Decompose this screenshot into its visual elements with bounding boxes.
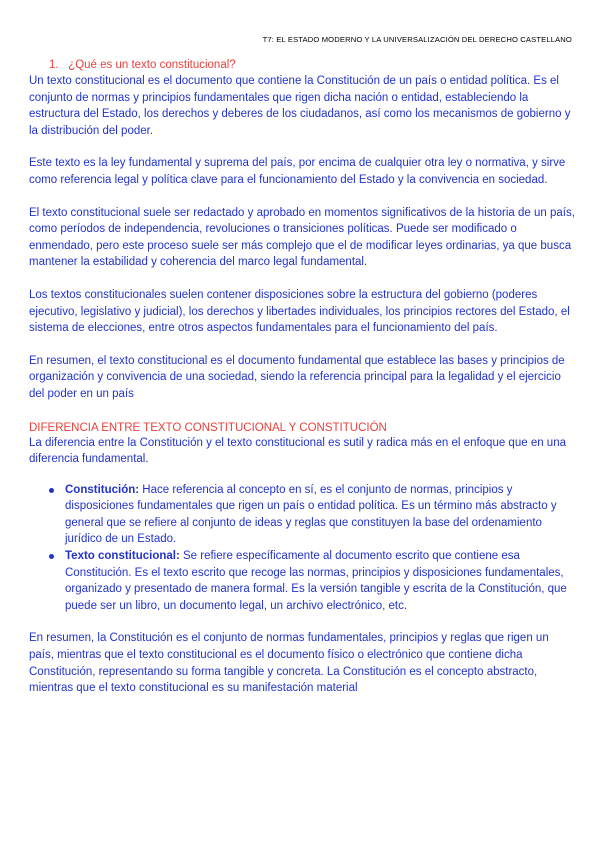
question-heading (49, 58, 575, 73)
definition-texto-constitucional: Se refiere específicamente al documento escrito que contiene esa Constitución. Es el texto escrito que recoge las normas, principios y disposiciones fundamentales, organizado y presentado de manera formal. Es la versión tangible y escrita de la Constitución, que puede ser un libro, un documento legal, un archivo electrónico, etc. (65, 550, 567, 612)
paragraph-5: En resumen, el texto constitucional es el documento fundamental que establece las bases y principios de organización y convivencia de una sociedad, siendo la referencia principal para la legalidad y el ejercicio del poder en un país (29, 354, 565, 400)
section-heading: DIFERENCIA ENTRE TEXTO CONSTITUCIONAL Y CONSTITUCIÓN (29, 421, 387, 434)
paragraph-3: El texto constitucional suele ser redactado y aprobado en momentos significativos de la historia de un país, como períodos de independencia, revoluciones o transiciones políticas. Puede ser modificado o enmendado, pero este proceso suele ser más complejo que el de modificar leyes ordinarias, ya que busca mantener la estabilidad y coherencia del marco legal fundamental. (29, 206, 575, 269)
document-body (29, 58, 575, 697)
bullet-icon (49, 488, 54, 493)
section-conclusion: En resumen, la Constitución es el conjunto de normas fundamentales, principios y reglas que rigen un país, mientras que el texto constitucional es el documento físico o electrónico que contiene dicha Constitución, representando su forma tangible y concreta. La Constitución es el concepto abstracto, mientras que el texto constitucional es su manifestación material (29, 632, 549, 695)
bullet-icon (49, 554, 54, 559)
page-header: T7: EL ESTADO MODERNO Y LA UNIVERSALIZACIÓN DEL DERECHO CASTELLANO (262, 35, 572, 44)
definition-list (29, 482, 575, 615)
term-texto-constitucional: Texto constitucional: (65, 550, 180, 563)
question-number: 1. (49, 59, 59, 71)
list-item (65, 548, 575, 614)
paragraph-4: Los textos constitucionales suelen contener disposiciones sobre la estructura del gobierno (poderes ejecutivo, legislativo y judicial), los derechos y libertades individuales, los principios rectores del Estado, el sistema de elecciones, entre otros aspectos fundamentales para el funcionamiento del país. (29, 288, 570, 335)
question-title: ¿Qué es un texto constitucional? (68, 59, 236, 71)
definition-constitucion: Hace referencia al concepto en sí, es el conjunto de normas, principios y disposiciones fundamentales que rigen un país o entidad política. Es un término más abstracto y general que se refiere al conjunto de ideas y reglas que constituyen la base del ordenamiento jurídico de un Estado. (65, 483, 557, 546)
list-item (65, 482, 575, 548)
section-intro: La diferencia entre la Constitución y el texto constitucional es sutil y radica más en el enfoque que en una diferencia fundamental. (29, 436, 566, 466)
term-constitucion: Constitución: (65, 483, 140, 496)
paragraph-1: Un texto constitucional es el documento que contiene la Constitución de un país o entidad política. Es el conjunto de normas y principios fundamentales que rigen dicha nación o entidad, estableciendo la estructura del Estado, los derechos y deberes de los ciudadanos, así como los mecanismos de gobierno y la distribución del poder. (29, 75, 571, 137)
paragraph-2: Este texto es la ley fundamental y suprema del país, por encima de cualquier otra ley o normativa, y sirve como referencia legal y política clave para el funcionamiento del Estado y la convivencia en sociedad. (29, 157, 566, 186)
